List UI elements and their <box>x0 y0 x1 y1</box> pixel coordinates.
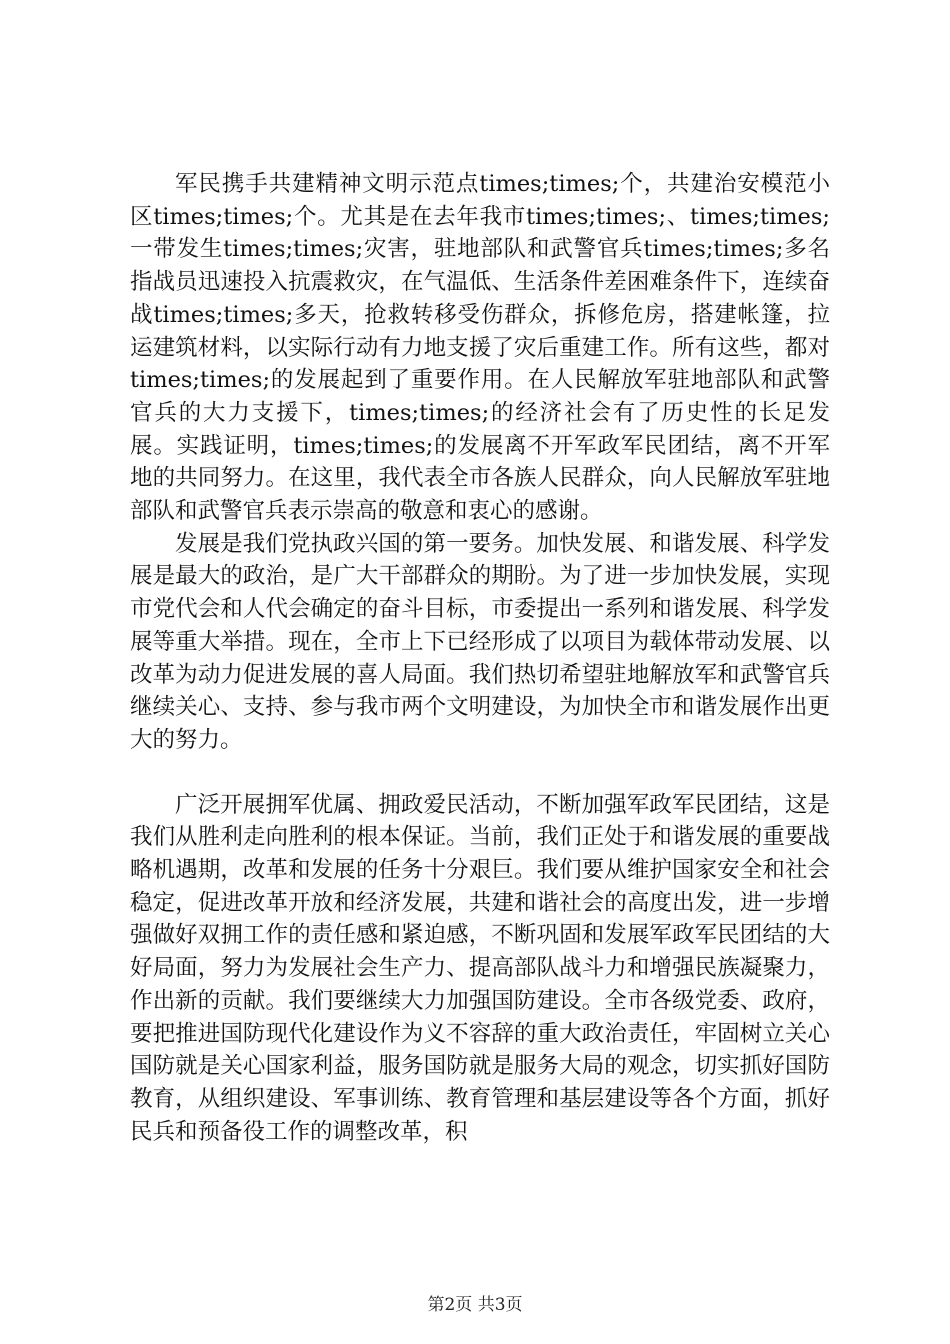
paragraph-2: 发展是我们党执政兴国的第一要务。加快发展、和谐发展、科学发展是最大的政治，是广大干部群众的期盼。为了进一步加快发展，实现市党代会和人代会确定的奋斗目标，市委提出一系列和谐发展、科学发展等重大举措。现在，全市上下已经形成了以项目为载体带动发展、以改革为动力促进发展的喜人局面。我们热切希望驻地解放军和武警官兵继续关心、支持、参与我市两个文明建设，为加快全市和谐发展作出更大的努力。 <box>130 530 830 753</box>
paragraph-1: 军民携手共建精神文明示范点times;times;个，共建治安模范小区times;times;个。尤其是在去年我市times;times;、times;times;一带发生times;times;灾害，驻地部队和武警官兵times;times;多名指战员迅速投入抗震救灾，在气温低、生活条件差困难条件下，连续奋战times;times;多天，抢救转移受伤群众，拆修危房，搭建帐篷，拉运建筑材料，以实际行动有力地支援了灾后重建工作。所有这些，都对times;times;的发展起到了重要作用。在人民解放军驻地部队和武警官兵的大力支援下，times;times;的经济社会有了历史性的长足发展。实践证明，times;times;的发展离不开军政军民团结，离不开军地的共同努力。在这里，我代表全市各族人民群众，向人民解放军驻地部队和武警官兵表示崇高的敬意和衷心的感谢。 <box>130 171 830 525</box>
document-body <box>130 168 830 1148</box>
page-number-footer: 第2页 共3页 <box>427 1295 523 1315</box>
paragraph-3: 广泛开展拥军优属、拥政爱民活动，不断加强军政军民团结，这是我们从胜利走向胜利的根本保证。当前，我们正处于和谐发展的重要战略机遇期，改革和发展的任务十分艰巨。我们要从维护国家安全和社会稳定，促进改革开放和经济发展，共建和谐社会的高度出发，进一步增强做好双拥工作的责任感和紧迫感，不断巩固和发展军政军民团结的大好局面，努力为发展社会生产力、提高部队战斗力和增强民族凝聚力，作出新的贡献。我们要继续大力加强国防建设。全市各级党委、政府，要把推进国防现代化建设作为义不容辞的重大政治责任，牢固树立关心国防就是关心国家利益，服务国防就是服务大局的观念，切实抓好国防教育，从组织建设、军事训练、教育管理和基层建设等各个方面，抓好民兵和预备役工作的调整改革，积 <box>130 791 830 1145</box>
